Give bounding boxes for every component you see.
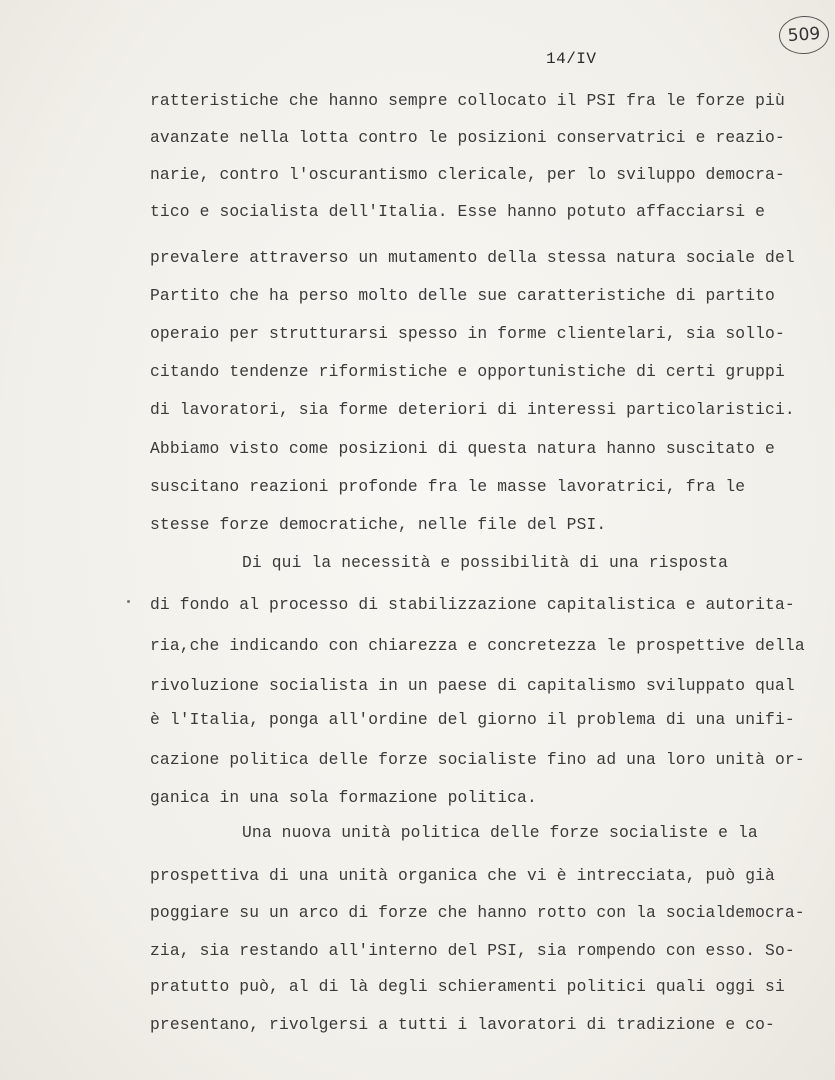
margin-mark: [127, 600, 130, 603]
text-line: di fondo al processo di stabilizzazione capitalistica e autorita-: [150, 595, 795, 614]
text-line: cazione politica delle forze socialiste fino ad una loro unità or-: [150, 750, 805, 769]
text-line: avanzate nella lotta contro le posizioni conservatrici e reazio-: [150, 128, 785, 147]
text-line: rivoluzione socialista in un paese di capitalismo sviluppato qual: [150, 676, 795, 695]
text-line: di lavoratori, sia forme deteriori di interessi particolaristici.: [150, 400, 795, 419]
text-line: stesse forze democratiche, nelle file del PSI.: [150, 515, 607, 534]
text-line: tico e socialista dell'Italia. Esse hanno potuto affacciarsi e: [150, 202, 766, 221]
text-line: Abbiamo visto come posizioni di questa natura hanno suscitato e: [150, 439, 775, 458]
text-line: è l'Italia, ponga all'ordine del giorno il problema di una unifi-: [150, 710, 795, 729]
text-line: narie, contro l'oscurantismo clericale, per lo sviluppo democra-: [150, 165, 785, 184]
text-line: Partito che ha perso molto delle sue caratteristiche di partito: [150, 286, 775, 305]
text-line: citando tendenze riformistiche e opportunistiche di certi gruppi: [150, 362, 785, 381]
text-line: suscitano reazioni profonde fra le masse lavoratrici, fra le: [150, 477, 746, 496]
text-line: poggiare su un arco di forze che hanno rotto con la socialdemocra-: [150, 903, 805, 922]
text-line: Di qui la necessità e possibilità di una risposta: [242, 553, 729, 572]
text-line: ganica in una sola formazione politica.: [150, 788, 537, 807]
page-number: 14/IV: [546, 50, 597, 68]
text-line: pratutto può, al di là degli schieramenti politici quali oggi si: [150, 977, 785, 996]
text-line: prevalere attraverso un mutamento della stessa natura sociale del: [150, 248, 795, 267]
text-line: ratteristiche che hanno sempre collocato il PSI fra le forze più: [150, 91, 785, 110]
text-line: Una nuova unità politica delle forze socialiste e la: [242, 823, 758, 842]
text-line: zia, sia restando all'interno del PSI, sia rompendo con esso. So-: [150, 941, 795, 960]
text-line: ria,che indicando con chiarezza e concretezza le prospettive della: [150, 636, 805, 655]
text-line: prospettiva di una unità organica che vi è intrecciata, può già: [150, 866, 775, 885]
archive-stamp: 509: [778, 14, 831, 55]
text-line: operaio per strutturarsi spesso in forme clientelari, sia sollo-: [150, 324, 785, 343]
text-line: presentano, rivolgersi a tutti i lavoratori di tradizione e co-: [150, 1015, 775, 1034]
